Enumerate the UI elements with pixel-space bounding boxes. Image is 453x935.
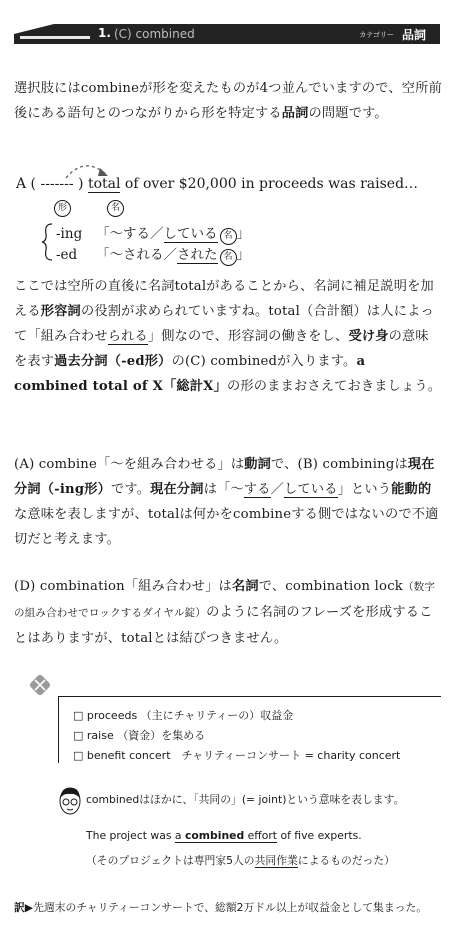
question-number: 1. xyxy=(98,26,111,40)
noun-marker: 名 xyxy=(220,228,237,245)
section-header xyxy=(14,24,440,44)
noun-marker: 名 xyxy=(220,249,237,266)
options-ab-paragraph: (A) combine「～を組み合わせる」は動詞で、(B) combiningは現在分詞（-ing形）です。現在分詞は「～する／している」という能動的な意味を表しますが、totalは何かをcombineする側ではないので不適切だと考えます。 xyxy=(14,457,439,547)
intro-paragraph: 選択肢にはcombineが形を変えたものが4つ並んでいますので、空所前後にある語句とのつながりから形を特定する品詞の問題です。 xyxy=(14,81,442,121)
usage-note: combinedはほかに、「共同の」(= joint)という意味を表します。 xyxy=(86,793,405,806)
vocab-item: □ raise （資金）を集める xyxy=(73,729,206,742)
header-notch xyxy=(14,24,54,34)
header-decoration xyxy=(20,36,90,39)
answer-title: (C) combined xyxy=(114,27,195,41)
category-value: 品詞 xyxy=(401,28,426,42)
vocabulary-icon xyxy=(29,674,51,696)
vocab-item: □ proceeds （主にチャリティーの）収益金 xyxy=(73,709,294,722)
form-row-ing: -ing 「～する／している 名 」 xyxy=(56,222,250,245)
avatar-icon xyxy=(58,786,82,816)
example-sentence: A ( ------- ) total of over $20,000 in proceeds was raised… xyxy=(16,176,419,192)
translation-label: 訳▶ xyxy=(14,901,34,914)
explanation-paragraph: ここでは空所の直後に名詞totalがあることから、名詞に補足説明を加える形容詞の役割が求められていますね。total（合計額）は人によって「組み合わせられる」側なので、形容詞の働きをし、受け身の意味を表す過去分詞（-ed形）の(C) combinedが入ります。a combined total of X「総計X」の形のままおさえておきましょう。 xyxy=(14,279,442,394)
sentence-translation: 訳▶先週末のチャリティーコンサートで、総額2万ドル以上が収益金として集まった。 xyxy=(14,901,428,914)
vocabulary-box xyxy=(58,696,441,763)
noun-marker: 名 xyxy=(107,200,124,217)
usage-example: The project was a combined effort of five experts. xyxy=(86,829,362,842)
form-row-ed: -ed 「～される／された 名 」 xyxy=(56,243,250,266)
usage-example-translation: （そのプロジェクトは専門家5人の共同作業によるものだった） xyxy=(86,854,395,867)
category-label: カテゴリー xyxy=(359,31,394,39)
option-d-paragraph: (D) combination「組み合わせ」は名詞で、combination lock（数字の組み合わせでロックするダイヤル錠）のように名詞のフレーズを形成することはありますが、totalとは結びつきません。 xyxy=(14,579,436,646)
vocab-item: □ benefit concert チャリティーコンサート = charity concert xyxy=(73,749,401,762)
adjective-marker: 形 xyxy=(54,200,71,217)
brace-icon xyxy=(40,222,54,262)
